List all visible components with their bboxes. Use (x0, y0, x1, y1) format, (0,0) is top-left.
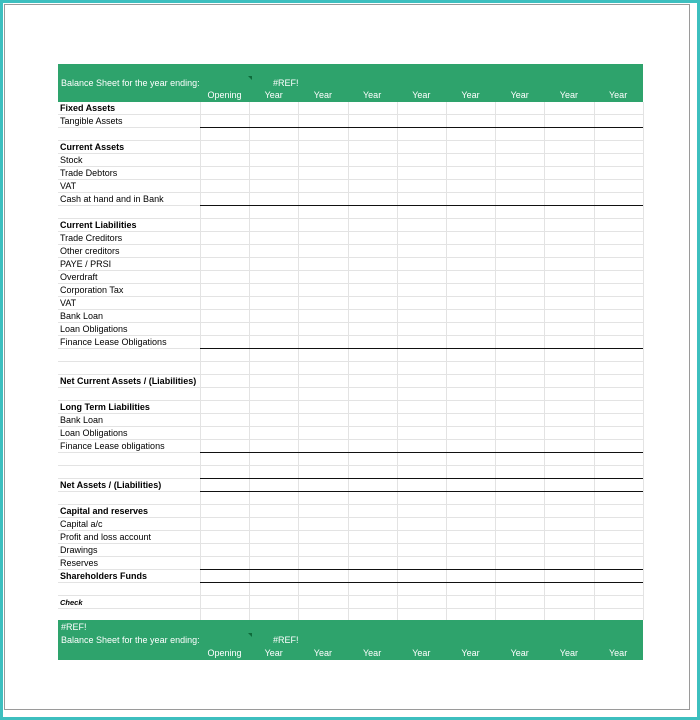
row-label: Overdraft (60, 272, 98, 282)
row-label: Shareholders Funds (60, 571, 148, 581)
row-label: Current Assets (60, 142, 125, 152)
footer-column-7: Year (559, 648, 578, 658)
table-row[interactable] (58, 115, 643, 128)
header-columns (58, 90, 643, 102)
row-label: Reserves (60, 558, 99, 568)
table-row[interactable] (58, 505, 643, 518)
header-column-1: Year (264, 90, 283, 100)
footer-title: Balance Sheet for the year ending: (61, 635, 200, 645)
row-label: Long Term Liabilities (60, 402, 150, 412)
header-column-8: Year (609, 90, 628, 100)
row-label: Corporation Tax (60, 285, 124, 295)
table-row[interactable] (58, 557, 643, 570)
footer-ref-top[interactable]: #REF! (61, 622, 87, 632)
comment-marker-icon (248, 633, 252, 637)
footer-column-2: Year (313, 648, 332, 658)
balance-sheet (58, 64, 643, 660)
table-row[interactable] (58, 245, 643, 258)
row-label: VAT (60, 298, 77, 308)
table-row[interactable] (58, 336, 643, 349)
table-row[interactable] (58, 531, 643, 544)
table-row[interactable] (58, 401, 643, 414)
header-column-2: Year (313, 90, 332, 100)
row-label: Trade Debtors (60, 168, 118, 178)
table-row[interactable] (58, 414, 643, 427)
row-label: Bank Loan (60, 311, 104, 321)
table-row[interactable] (58, 596, 643, 609)
row-label: Cash at hand and in Bank (60, 194, 164, 204)
footer-column-5: Year (461, 648, 480, 658)
table-row[interactable] (58, 570, 643, 583)
row-label: Drawings (60, 545, 98, 555)
header-column-5: Year (461, 90, 480, 100)
table-row[interactable] (58, 128, 643, 141)
table-row[interactable] (58, 258, 643, 271)
row-label: Tangible Assets (60, 116, 123, 126)
footer-band (58, 620, 643, 660)
table-row[interactable] (58, 544, 643, 557)
header-title: Balance Sheet for the year ending: (61, 78, 200, 88)
table-row[interactable] (58, 102, 643, 115)
footer-column-8: Year (609, 648, 628, 658)
row-label: Other creditors (60, 246, 120, 256)
header-column-6: Year (510, 90, 529, 100)
header-column-4: Year (412, 90, 431, 100)
table-row[interactable] (58, 479, 643, 492)
row-label: Check (60, 598, 83, 607)
footer-columns (58, 648, 643, 660)
table-row[interactable] (58, 362, 643, 375)
row-label: Finance Lease Obligations (60, 337, 167, 347)
row-label: VAT (60, 181, 77, 191)
sheet-grid (58, 102, 643, 620)
table-row[interactable] (58, 141, 643, 154)
comment-marker-icon (248, 76, 252, 80)
table-row[interactable] (58, 466, 643, 479)
row-label: Loan Obligations (60, 324, 128, 334)
table-row[interactable] (58, 193, 643, 206)
row-label: Current Liabilities (60, 220, 137, 230)
table-row[interactable] (58, 388, 643, 401)
table-row[interactable] (58, 154, 643, 167)
row-label: Fixed Assets (60, 103, 116, 113)
header-column-3: Year (363, 90, 382, 100)
table-row[interactable] (58, 375, 643, 388)
table-row[interactable] (58, 219, 643, 232)
table-row[interactable] (58, 427, 643, 440)
table-row[interactable] (58, 310, 643, 323)
table-row[interactable] (58, 440, 643, 453)
header-ref[interactable]: #REF! (273, 78, 299, 88)
table-row[interactable] (58, 323, 643, 336)
row-label: Profit and loss account (60, 532, 152, 542)
table-row[interactable] (58, 284, 643, 297)
footer-column-4: Year (412, 648, 431, 658)
row-label: Bank Loan (60, 415, 104, 425)
footer-column-3: Year (363, 648, 382, 658)
table-row[interactable] (58, 206, 643, 219)
table-row[interactable] (58, 297, 643, 310)
header-column-7: Year (559, 90, 578, 100)
table-row[interactable] (58, 518, 643, 531)
row-label: Net Current Assets / (Liabilities) (60, 376, 197, 386)
row-label: Capital a/c (60, 519, 103, 529)
footer-ref[interactable]: #REF! (273, 635, 299, 645)
row-label: Net Assets / (Liabilities) (60, 480, 162, 490)
header-column-0: Opening (207, 90, 242, 100)
row-label: Trade Creditors (60, 233, 123, 243)
table-row[interactable] (58, 492, 643, 505)
table-row[interactable] (58, 180, 643, 193)
footer-column-6: Year (510, 648, 529, 658)
footer-column-0: Opening (207, 648, 242, 658)
row-label: Loan Obligations (60, 428, 128, 438)
row-label: Finance Lease obligations (60, 441, 165, 451)
row-label: Capital and reserves (60, 506, 149, 516)
footer-column-1: Year (264, 648, 283, 658)
row-label: Stock (60, 155, 83, 165)
table-row[interactable] (58, 271, 643, 284)
table-row[interactable] (58, 453, 643, 466)
table-row[interactable] (58, 167, 643, 180)
table-row[interactable] (58, 349, 643, 362)
table-row[interactable] (58, 232, 643, 245)
table-row[interactable] (58, 583, 643, 596)
row-label: PAYE / PRSI (60, 259, 112, 269)
header-band (58, 64, 643, 102)
